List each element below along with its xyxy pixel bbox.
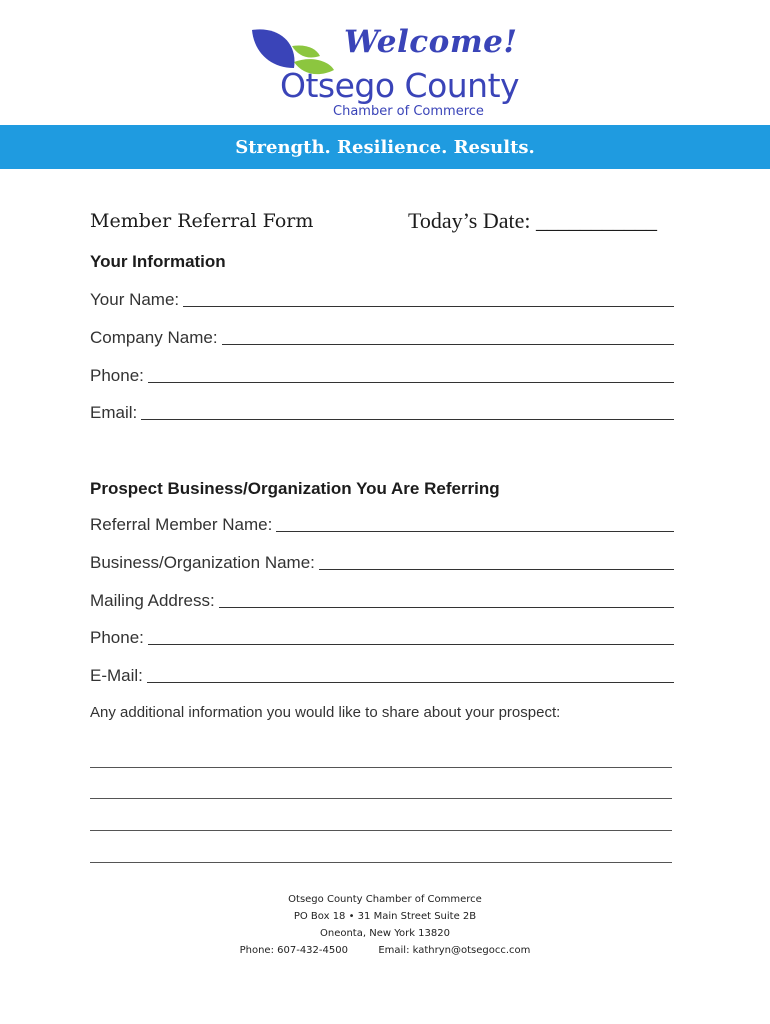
footer-city: Oneonta, New York 13820 — [319, 928, 450, 939]
todays-date-field[interactable]: Today’s Date: ___________ — [408, 208, 657, 233]
prospect-email-field[interactable] — [90, 666, 674, 686]
additional-info-line[interactable] — [90, 798, 672, 799]
footer-email[interactable]: Email: kathryn@otsegocc.com — [378, 945, 531, 956]
fill-line[interactable] — [147, 682, 674, 683]
mailing-address-field[interactable] — [90, 591, 674, 611]
fill-line[interactable] — [319, 569, 674, 570]
referral-member-name-field[interactable] — [90, 515, 674, 535]
fill-line[interactable] — [222, 344, 674, 345]
field-label: Phone: — [90, 628, 144, 647]
field-label: Referral Member Name: — [90, 515, 273, 534]
your-name-field[interactable] — [90, 290, 674, 310]
additional-info-prompt: Any additional information you would like to share about your prospect: — [90, 704, 561, 721]
org-name: Otsego County — [280, 66, 520, 105]
fill-line[interactable] — [276, 531, 674, 532]
tagline: Strength. Resilience. Results. — [235, 136, 535, 158]
prospect-phone-field[interactable] — [90, 628, 674, 648]
fill-line[interactable] — [148, 644, 674, 645]
fill-line[interactable] — [148, 382, 674, 383]
footer-contact — [0, 945, 770, 956]
additional-info-line[interactable] — [90, 862, 672, 863]
field-label: Mailing Address: — [90, 591, 215, 610]
company-name-field[interactable] — [90, 328, 674, 348]
prospect-heading: Prospect Business/Organization You Are Referring — [90, 479, 500, 498]
org-subtitle: Chamber of Commerce — [333, 104, 484, 119]
tagline-banner — [0, 125, 770, 169]
business-name-field[interactable] — [90, 553, 674, 573]
field-label: Company Name: — [90, 328, 218, 347]
form-title: Member Referral Form — [90, 210, 314, 232]
field-label: Email: — [90, 403, 138, 422]
field-label: Your Name: — [90, 290, 180, 309]
fill-line[interactable] — [219, 607, 674, 608]
fill-line[interactable] — [183, 306, 674, 307]
email-field[interactable] — [90, 403, 674, 423]
footer-phone: Phone: 607-432-4500 — [239, 945, 348, 956]
additional-info-line[interactable] — [90, 767, 672, 768]
your-information-heading: Your Information — [90, 252, 226, 271]
phone-field[interactable] — [90, 366, 674, 386]
field-label: E-Mail: — [90, 666, 143, 685]
fill-line[interactable] — [141, 419, 674, 420]
footer-org: Otsego County Chamber of Commerce — [288, 894, 482, 905]
footer-address: PO Box 18 • 31 Main Street Suite 2B — [293, 911, 477, 922]
chamber-logo — [248, 22, 538, 122]
field-label: Phone: — [90, 366, 144, 385]
field-label: Business/Organization Name: — [90, 553, 315, 572]
additional-info-line[interactable] — [90, 830, 672, 831]
welcome-text: Welcome! — [344, 24, 518, 60]
